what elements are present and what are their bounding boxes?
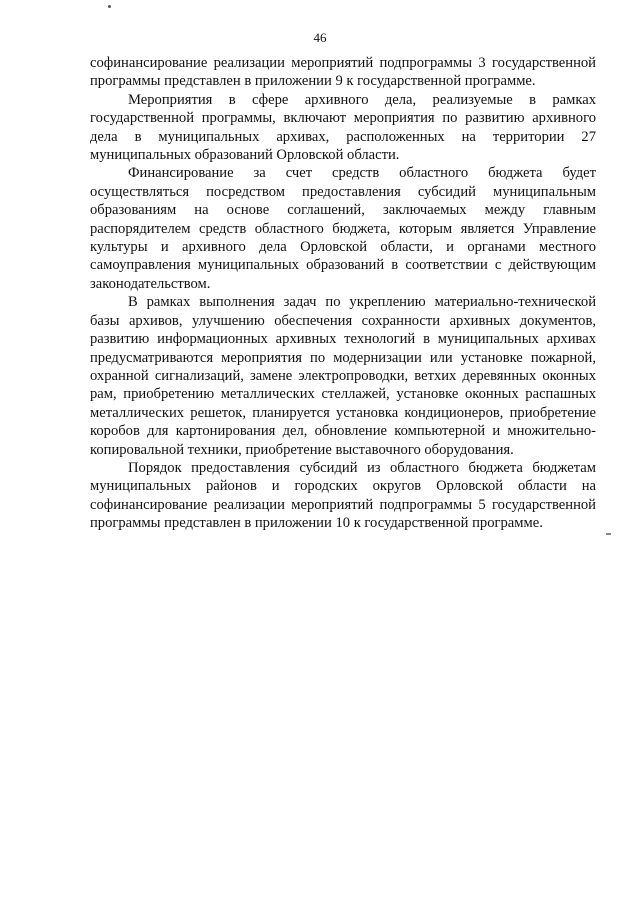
paragraph-financing: Финансирование за счет средств областного бюджета будет осуществляться посредством предоставления субсидий муниципальным образованиям на основе соглашений, заключаемых между главным распорядителем средств областного бюджета, которым является Управление культуры и архивного дела Орловской области, и органами местного самоуправления муниципальных образований в соответствии с действующим законодательством. [90,165,596,292]
paragraph-archive-activities: Мероприятия в сфере архивного дела, реализуемые в рамках государственной программы, включают мероприятия по развитию архивного дела в муниципальных архивах, расположенных на территории 27 муниципальных образований Орловской области. [90,91,596,164]
scan-speck [108,5,111,8]
scan-mark [606,533,611,535]
paragraph-continuation: софинансирование реализации мероприятий подпрограммы 3 государственной программы представлен в приложении 9 к государственной программе. [90,55,596,90]
paragraph-subsidy-procedure: Порядок предоставления субсидий из областного бюджета бюджетам муниципальных районов и городских округов Орловской области на софинансирование реализации мероприятий подпрограммы 5 государственной программы представлен в приложении 10 к государственной программе. [90,459,596,532]
document-body [90,54,596,533]
paragraph-material-base: В рамках выполнения задач по укреплению материально-технической базы архивов, улучшению обеспечения сохранности архивных документов, развитию информационных архивных технологий в муниципальных архивах предусматриваются мероприятия по модернизации или установке пожарной, охранной сигнализаций, замене электропроводки, ветхих деревянных оконных рам, приобретению металлических стеллажей, установке оконных распашных металлических решеток, планируется установка кондиционеров, приобретение коробов для картонирования дел, обновление компьютерной и множительно-копировальной техники, приобретение выставочного оборудования. [90,294,596,458]
page-number: 46 [313,30,327,45]
